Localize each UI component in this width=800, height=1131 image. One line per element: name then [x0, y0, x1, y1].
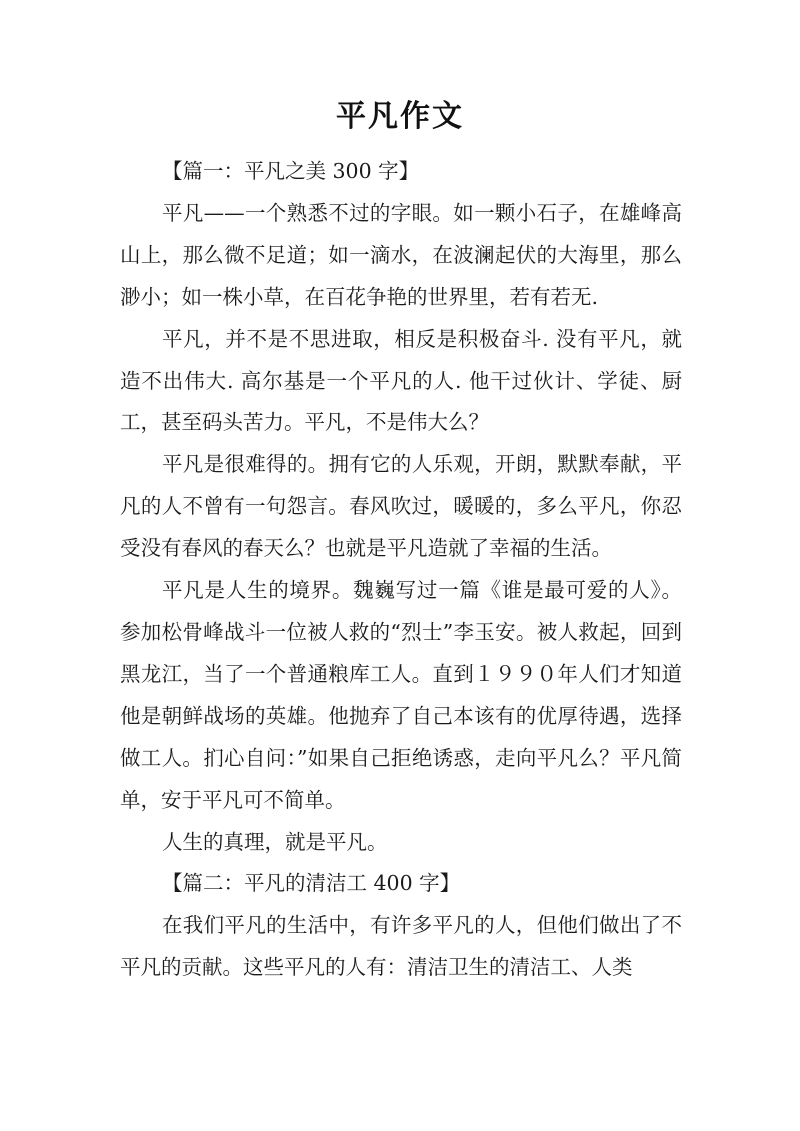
paragraph-1: 平凡——一个熟悉不过的字眼。如一颗小石子，在雄峰高山上，那么微不足道；如一滴水，在波澜起伏的大海里，那么渺小；如一株小草，在百花争艳的世界里，若有若无.	[120, 200, 682, 309]
paragraph-2: 平凡，并不是不思进取，相反是积极奋斗. 没有平凡，就造不出伟大. 高尔基是一个平凡的人. 他干过伙计、学徒、厨工，甚至码头苦力。平凡，不是伟大么？	[120, 326, 682, 435]
page-title: 平凡作文	[336, 99, 464, 134]
section-heading-2: 【篇二：平凡的清洁工 400 字】	[162, 871, 461, 896]
document-body	[120, 151, 682, 989]
section-heading-1: 【篇一：平凡之美 300 字】	[162, 159, 420, 183]
paragraph-5: 人生的真理，就是平凡。	[162, 829, 388, 854]
paragraph-3: 平凡是很难得的。拥有它的人乐观，开朗，默默奉献，平凡的人不曾有一句怨言。春风吹过，暖暖的，多么平凡，你忍受没有春风的春天么？也就是平凡造就了幸福的生活。	[120, 452, 682, 561]
paragraph-6: 在我们平凡的生活中，有许多平凡的人，但他们做出了不平凡的贡献。这些平凡的人有：清洁卫生的清洁工、人类	[120, 913, 682, 980]
paragraph-4: 平凡是人生的境界。魏巍写过一篇《谁是最可爱的人》。参加松骨峰战斗一位被人救的“烈士”李玉安。被人救起，回到黑龙江，当了一个普通粮库工人。直到１９９０年人们才知道他是朝鲜战场的英雄。他抛弃了自己本该有的优厚待遇，选择做工人。扪心自问：”如果自己拒绝诱惑，走向平凡么？平凡简单，安于平凡可不简单。	[120, 578, 682, 812]
